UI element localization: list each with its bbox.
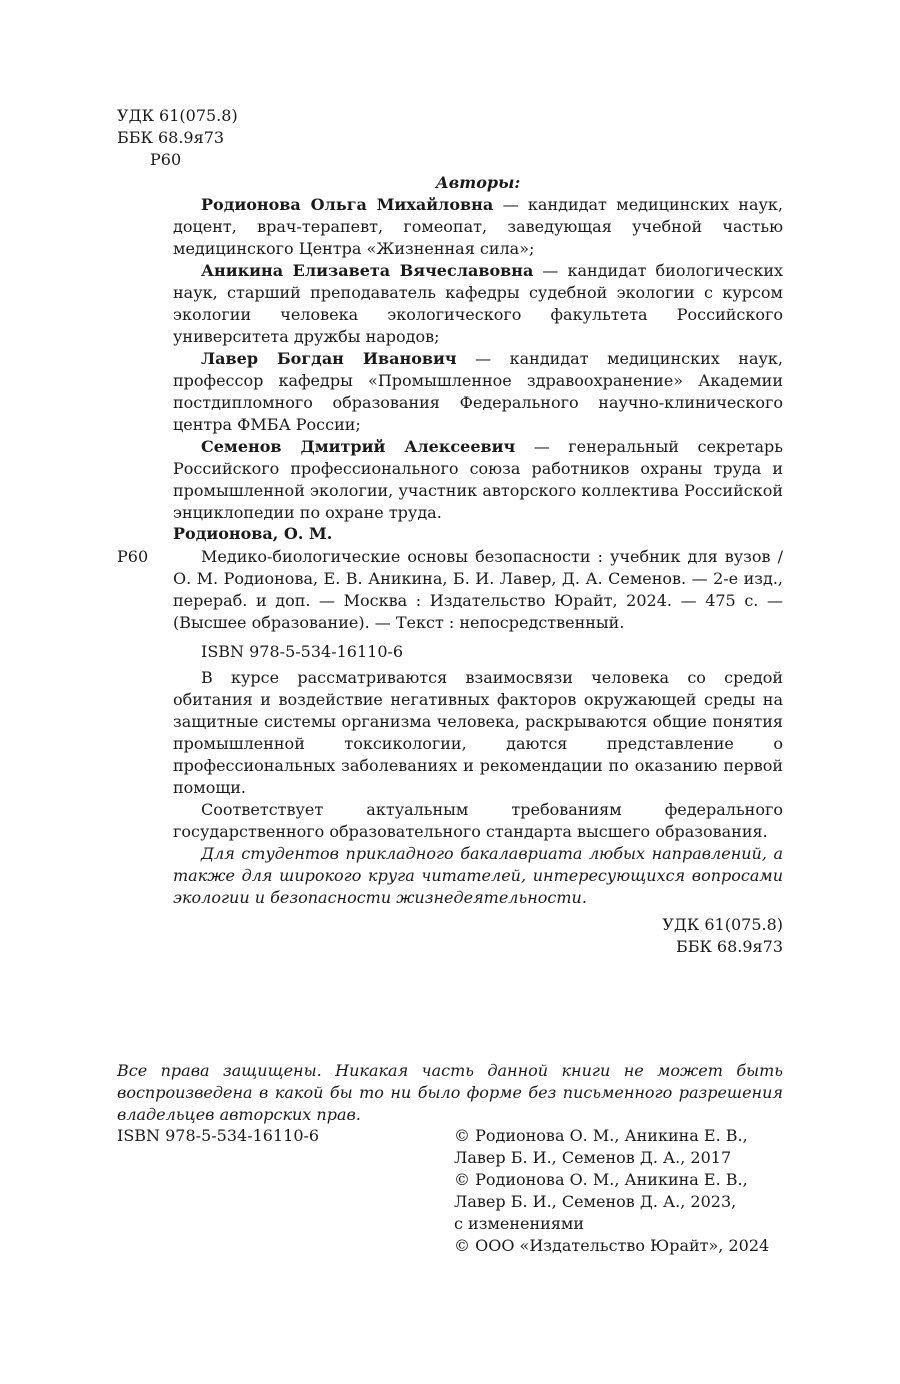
copyright-block: [454, 1125, 784, 1257]
copyright-line: Лавер Б. И., Семенов Д. А., 2023,: [454, 1192, 737, 1211]
author-description: — кандидат медицинских наук, профессор кафедры «Промышленное здравоохранение» Академии постдипломного образования Федерального научно-клинического центра ФМБА России;: [173, 349, 783, 434]
main-author-heading: Родионова, О. М.: [173, 524, 333, 543]
authors-section: [173, 172, 783, 524]
author-entry: [173, 436, 783, 524]
copyright-line: с изменениями: [454, 1214, 585, 1233]
bibliographic-description-block: [173, 546, 783, 663]
author-name: Семенов Дмитрий Алексеевич: [201, 437, 516, 456]
annotation-audience: Для студентов прикладного бакалавриата любых направлений, а также для широкого круга читателей, интересующихся вопросами экологии и безопасности жизнедеятельности.: [173, 844, 783, 907]
annotation-udk: УДК 61(075.8): [662, 915, 783, 934]
author-description: — кандидат медицинских наук, доцент, врач-терапевт, гомеопат, заведующая учебной частью медицинского Центра «Жизненная сила»;: [173, 195, 784, 258]
authors-heading: Авторы:: [435, 173, 521, 192]
author-name: Родионова Ольга Михайловна: [201, 195, 494, 214]
udk-code: УДК 61(075.8): [117, 106, 238, 125]
author-description: — генеральный секретарь Российского профессионального союза работников охраны труда и промышленной экологии, участник авторского коллектива Российской энциклопедии по охране труда.: [173, 437, 783, 522]
author-name: Лавер Богдан Иванович: [201, 349, 457, 368]
author-description: — кандидат биологических наук, старший преподаватель кафедры судебной экологии с курсом экологии человека экологического факультета Российского университета дружбы народов;: [173, 261, 784, 346]
author-entry: [173, 194, 783, 260]
rights-notice: Все права защищены. Никакая часть данной книги не может быть воспроизведена в какой бы то ни было форме без письменного разрешения владельцев авторских прав.: [117, 1061, 783, 1124]
record-isbn: ISBN 978-5-534-16110-6: [201, 642, 404, 661]
annotation-section: [173, 667, 783, 958]
author-name: Аникина Елизавета Вячеславовна: [201, 261, 534, 280]
bbk-code: ББК 68.9я73: [117, 128, 225, 147]
footer-isbn: ISBN 978-5-534-16110-6: [117, 1126, 320, 1145]
annotation-paragraph: Соответствует актуальным требованиям федерального государственного образовательного стандарта высшего образования.: [173, 800, 783, 841]
copyright-line: © Родионова О. М., Аникина Е. В.,: [454, 1126, 748, 1145]
copyright-line: © Родионова О. М., Аникина Е. В.,: [454, 1170, 748, 1189]
copyright-line: © ООО «Издательство Юрайт», 2024: [454, 1236, 770, 1255]
author-entry: [173, 348, 783, 436]
author-entry: [173, 260, 783, 348]
author-sign: Р60: [150, 150, 182, 169]
annotation-paragraph: В курсе рассматриваются взаимосвязи человека со средой обитания и воздействие негативных факторов окружающей среды на защитные системы организма человека, раскрываются общие понятия промышленной токсикологии, даются представление о профессиональных заболеваниях и рекомендации по оказанию первой помощи.: [173, 668, 783, 797]
record-author-sign: Р60: [117, 547, 149, 566]
annotation-bbk: ББК 68.9я73: [675, 937, 783, 956]
classification-block: [117, 105, 238, 171]
bibliographic-description: Медико-биологические основы безопасности : учебник для вузов / О. М. Родионова, Е. В. Аникина, Б. И. Лавер, Д. А. Семенов. — 2-е изд., перераб. и доп. — Москва : Издательство Юрайт, 2024. — 475 с. — (Высшее образование). — Текст : непосредственный.: [173, 547, 783, 632]
copyright-line: Лавер Б. И., Семенов Д. А., 2017: [454, 1148, 732, 1167]
